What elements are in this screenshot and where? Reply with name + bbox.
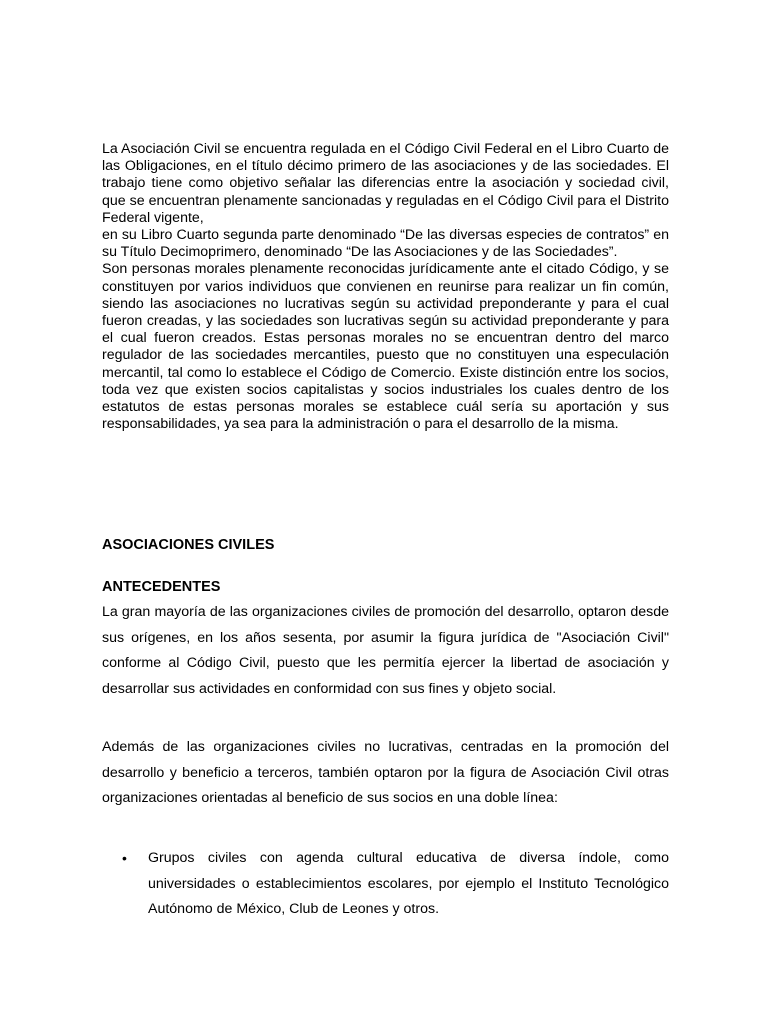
intro-paragraph: en su Libro Cuarto segunda parte denominado “De las diversas especies de contratos” en su Título Decimoprimero, denominado “De las Asociaciones y de las Sociedades”. (102, 227, 669, 261)
bullet-icon: • (122, 850, 127, 866)
bullet-list (120, 846, 669, 923)
antecedentes-paragraph: La gran mayoría de las organizaciones civiles de promoción del desarrollo, optaron desde sus orígenes, en los años sesenta, por asumir la figura jurídica de "Asociación Civil" conforme al Código Civil, puesto que les permitía ejercer la libertad de asociación y desarrollar sus actividades en conformidad con sus fines y objeto social. (102, 604, 669, 697)
antecedentes-paragraph: Además de las organizaciones civiles no lucrativas, centradas en la promoción del desarrollo y beneficio a terceros, también optaron por la figura de Asociación Civil otras organizaciones orientadas al beneficio de sus socios en una doble línea: (102, 739, 669, 806)
intro-paragraph: Son personas morales plenamente reconocidas jurídicamente ante el citado Código, y se constituyen por varios individuos que convienen en reunirse para realizar un fin común, siendo las asociaciones no lucrativas según su actividad preponderante y para el cual fueron creadas, y las sociedades son lucrativas según su actividad preponderante y para el cual fueron creados. Estas personas morales no se encuentran dentro del marco regulador de las sociedades mercantiles, puesto que no constituyen una especulación mercantil, tal como lo establece el Código de Comercio. Existe distinción entre los socios, toda vez que existen socios capitalistas y socios industriales los cuales dentro de los estatutos de estas personas morales se establece cuál sería su aportación y sus responsabilidades, ya sea para la administración o para el desarrollo de la misma. (102, 261, 669, 433)
list-item-text: Grupos civiles con agenda cultural educativa de diversa índole, como universidades o establecimientos escolares, por ejemplo el Instituto Tecnológico Autónomo de México, Club de Leones y otros. (148, 850, 669, 917)
list-item (120, 846, 669, 923)
section-subtitle: ANTECEDENTES (102, 579, 221, 595)
intro-paragraph: La Asociación Civil se encuentra regulada en el Código Civil Federal en el Libro Cuarto de las Obligaciones, en el título décimo primero de las asociaciones y de las sociedades. El trabajo tiene como objetivo señalar las diferencias entre la asociación y sociedad civil, que se encuentran plenamente sancionadas y reguladas en el Código Civil para el Distrito Federal vigente, (102, 141, 669, 226)
section-title: ASOCIACIONES CIVILES (102, 537, 275, 553)
intro-text-block (102, 141, 669, 433)
